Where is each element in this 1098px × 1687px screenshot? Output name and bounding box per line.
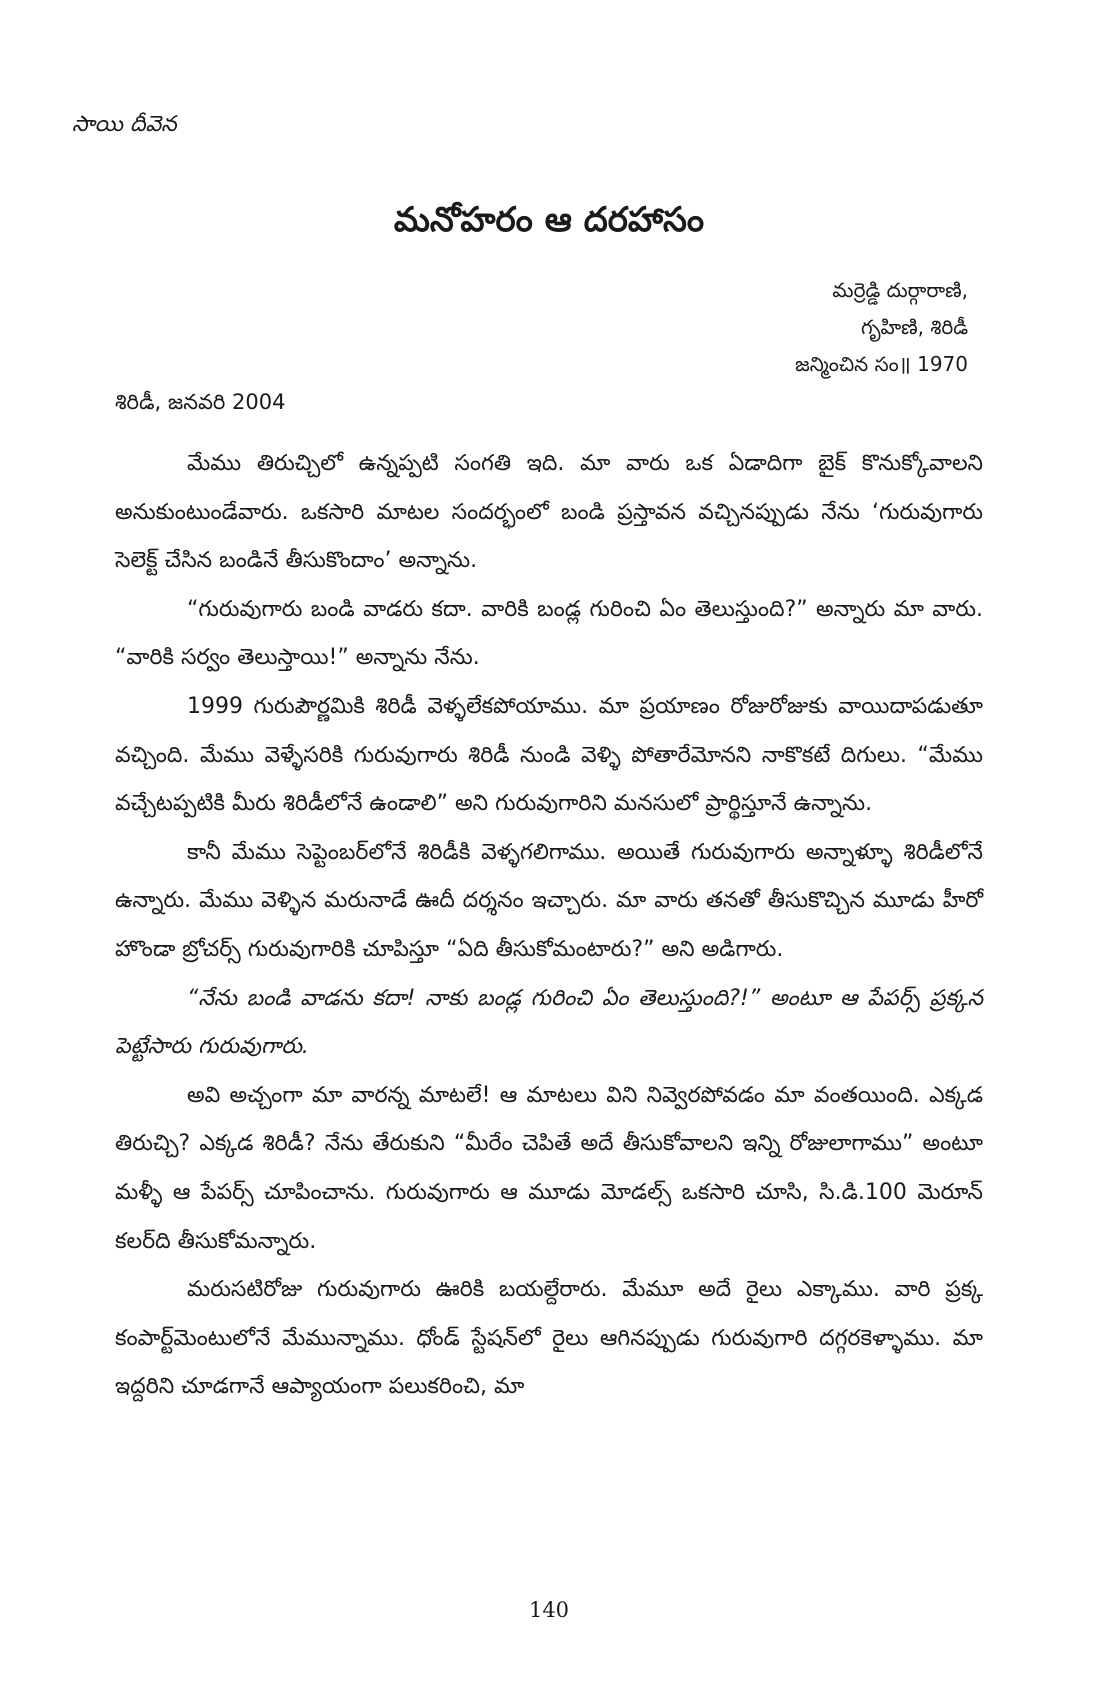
dateline: శిరిడీ, జనవరి 2004 xyxy=(115,390,286,414)
paragraph: మరుసటిరోజు గురువుగారు ఊరికి బయల్దేరారు. మేమూ అదే రైలు ఎక్కాము. వారి ప్రక్క కంపార్ట్‌మెంటులోనే మేమున్నాము. ధోండ్ స్టేషన్‌లో రైలు ఆగినప్పుడు గురువుగారి దగ్గరకెళ్ళాము. మా ఇద్దరిని చూడగానే ఆప్యాయంగా పలుకరించి, మా xyxy=(115,1277,983,1400)
running-head: సాయి దీవెన xyxy=(72,112,177,137)
paragraph: “గురువుగారు బండి వాడరు కదా. వారికి బండ్ల గురించి ఏం తెలుస్తుంది?” అన్నారు మా వారు. “వారికి సర్వం తెలుస్తాయి!” అన్నాను నేను. xyxy=(115,596,983,671)
paragraph: మేము తిరుచ్చిలో ఉన్నప్పటి సంగతి ఇది. మా వారు ఒక ఏడాదిగా బైక్ కొనుక్కోవాలని అనుకుంటుండేవారు. ఒకసారి మాటల సందర్భంలో బండి ప్రస్తావన వచ్చినప్పుడు నేను ‘గురువుగారు సెలెక్ట్ చేసిన బండినే తీసుకొందాం’ అన్నాను. xyxy=(115,451,983,574)
article-body xyxy=(115,440,983,1412)
author-role: గృహిణి, శిరిడీ xyxy=(860,315,968,339)
author-name: మర్రెడ్డి దుర్గారాణి, xyxy=(832,278,968,302)
paragraph: 1999 గురుపౌర్ణమికి శిరిడీ వెళ్ళలేకపోయాము. మా ప్రయాణం రోజురోజుకు వాయిదాపడుతూ వచ్చింది. మేము వెళ్ళేసరికి గురువుగారు శిరిడీ నుండి వెళ్ళి పోతారేమోనని నాకొకటే దిగులు. “మేము వచ్చేటప్పటికి మీరు శిరిడీలోనే ఉండాలి” అని గురువుగారిని మనసులో ప్రార్థిస్తూనే ఉన్నాను. xyxy=(115,693,983,817)
author-born: జన్మించిన సం॥ 1970 xyxy=(795,352,968,376)
paragraph: అవి అచ్చంగా మా వారన్న మాటలే! ఆ మాటలు విని నివ్వెరపోవడం మా వంతయింది. ఎక్కడ తిరుచ్చి? ఎక్కడ శిరిడీ? నేను తేరుకుని “మీరేం చెపితే అదే తీసుకోవాలని ఇన్ని రోజులాగాము” అంటూ మళ్ళీ ఆ పేపర్స్ చూపించాను. గురువుగారు ఆ మూడు మోడల్స్ ఒకసారి చూసి, సి.డి.100 మెరూన్ కలర్‌ది తీసుకోమన్నారు. xyxy=(115,1082,983,1254)
article-title: మనోహరం ఆ దరహాసం xyxy=(393,200,705,240)
paragraph-quote: “నేను బండి వాడను కదా! నాకు బండ్ల గురించి ఏం తెలుస్తుంది?!” అంటూ ఆ పేపర్స్ ప్రక్కన పెట్టేసారు గురువుగారు. xyxy=(115,985,983,1060)
paragraph: కానీ మేము సెప్టెంబర్‌లోనే శిరిడీకి వెళ్ళగలిగాము. అయితే గురువుగారు అన్నాళ్ళూ శిరిడీలోనే ఉన్నారు. మేము వెళ్ళిన మరునాడే ఊదీ దర్శనం ఇచ్చారు. మా వారు తనతో తీసుకొచ్చిన మూడు హీరో హొండా బ్రోచర్స్ గురువుగారికి చూపిస్తూ “ఏది తీసుకోమంటారు?” అని అడిగారు. xyxy=(115,839,983,962)
byline xyxy=(795,272,968,383)
page-number: 140 xyxy=(528,1598,570,1622)
